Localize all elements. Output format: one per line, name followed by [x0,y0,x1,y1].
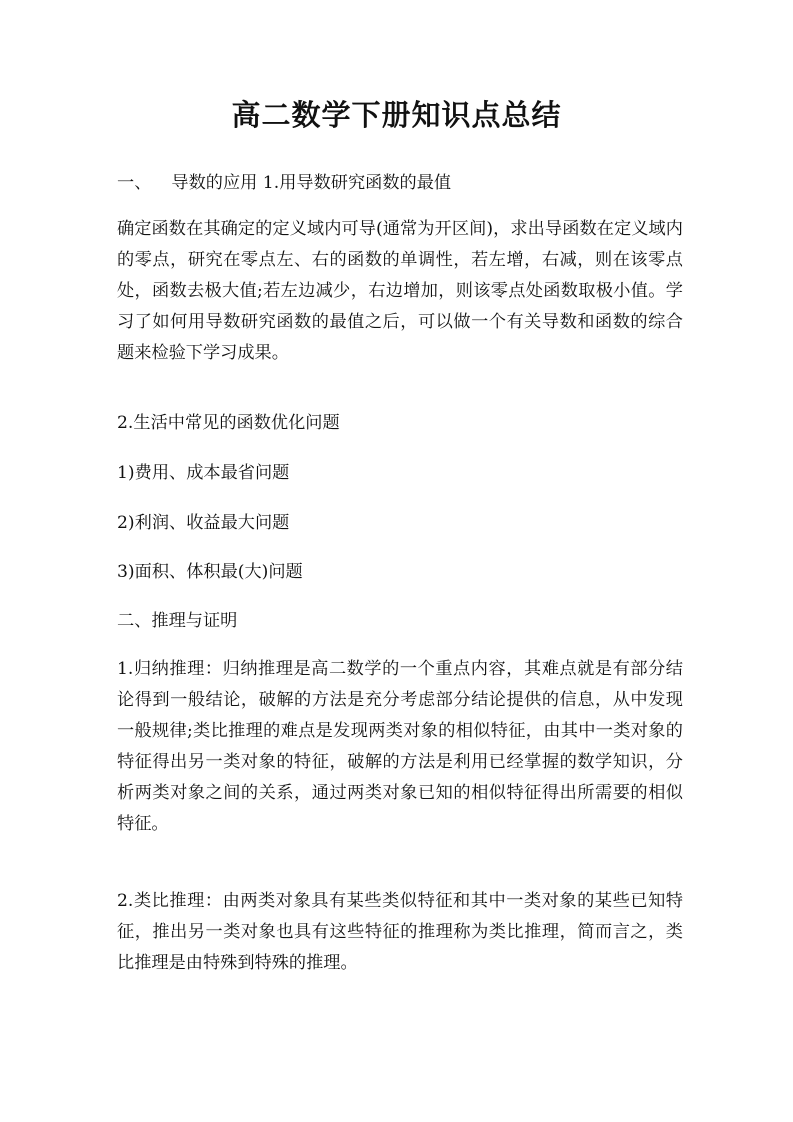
section1-body: 确定函数在其确定的定义域内可导(通常为开区间)，求出导函数在定义域内的零点，研究在零点左、右的函数的单调性，若左增，右减，则在该零点处，函数去极大值;若左边减少，右边增加，则该零点处函数取极小值。学习了如何用导数研究函数的最值之后，可以做一个有关导数和函数的综合题来检验下学习成果。 [117,219,683,363]
section1-heading [117,168,683,199]
list-item: 3)面积、体积最(大)问题 [117,562,303,582]
section2-para1: 1.归纳推理：归纳推理是高二数学的一个重点内容，其难点就是有部分结论得到一般结论，破解的方法是充分考虑部分结论提供的信息，从中发现一般规律;类比推理的难点是发现两类对象的相似特征，由其中一类对象的特征得出另一类对象的特征，破解的方法是利用已经掌握的数学知识，分析两类对象之间的关系，通过两类对象已知的相似特征得出所需要的相似特征。 [117,659,683,834]
list-item: 2)利润、收益最大问题 [117,513,290,533]
section1-heading-text: 导数的应用 1.用导数研究函数的最值 [171,173,452,193]
list-item: 1)费用、成本最省问题 [117,463,290,483]
section1-sub2-heading: 2.生活中常见的函数优化问题 [117,413,340,433]
section1-number: 一、 [117,173,152,193]
section2-para2: 2.类比推理：由两类对象具有某些类似特征和其中一类对象的某些已知特征，推出另一类对象也具有这些特征的推理称为类比推理，简而言之，类比推理是由特殊到特殊的推理。 [117,891,683,973]
page-title: 高二数学下册知识点总结 [231,98,562,132]
section2-heading: 二、推理与证明 [117,611,238,631]
